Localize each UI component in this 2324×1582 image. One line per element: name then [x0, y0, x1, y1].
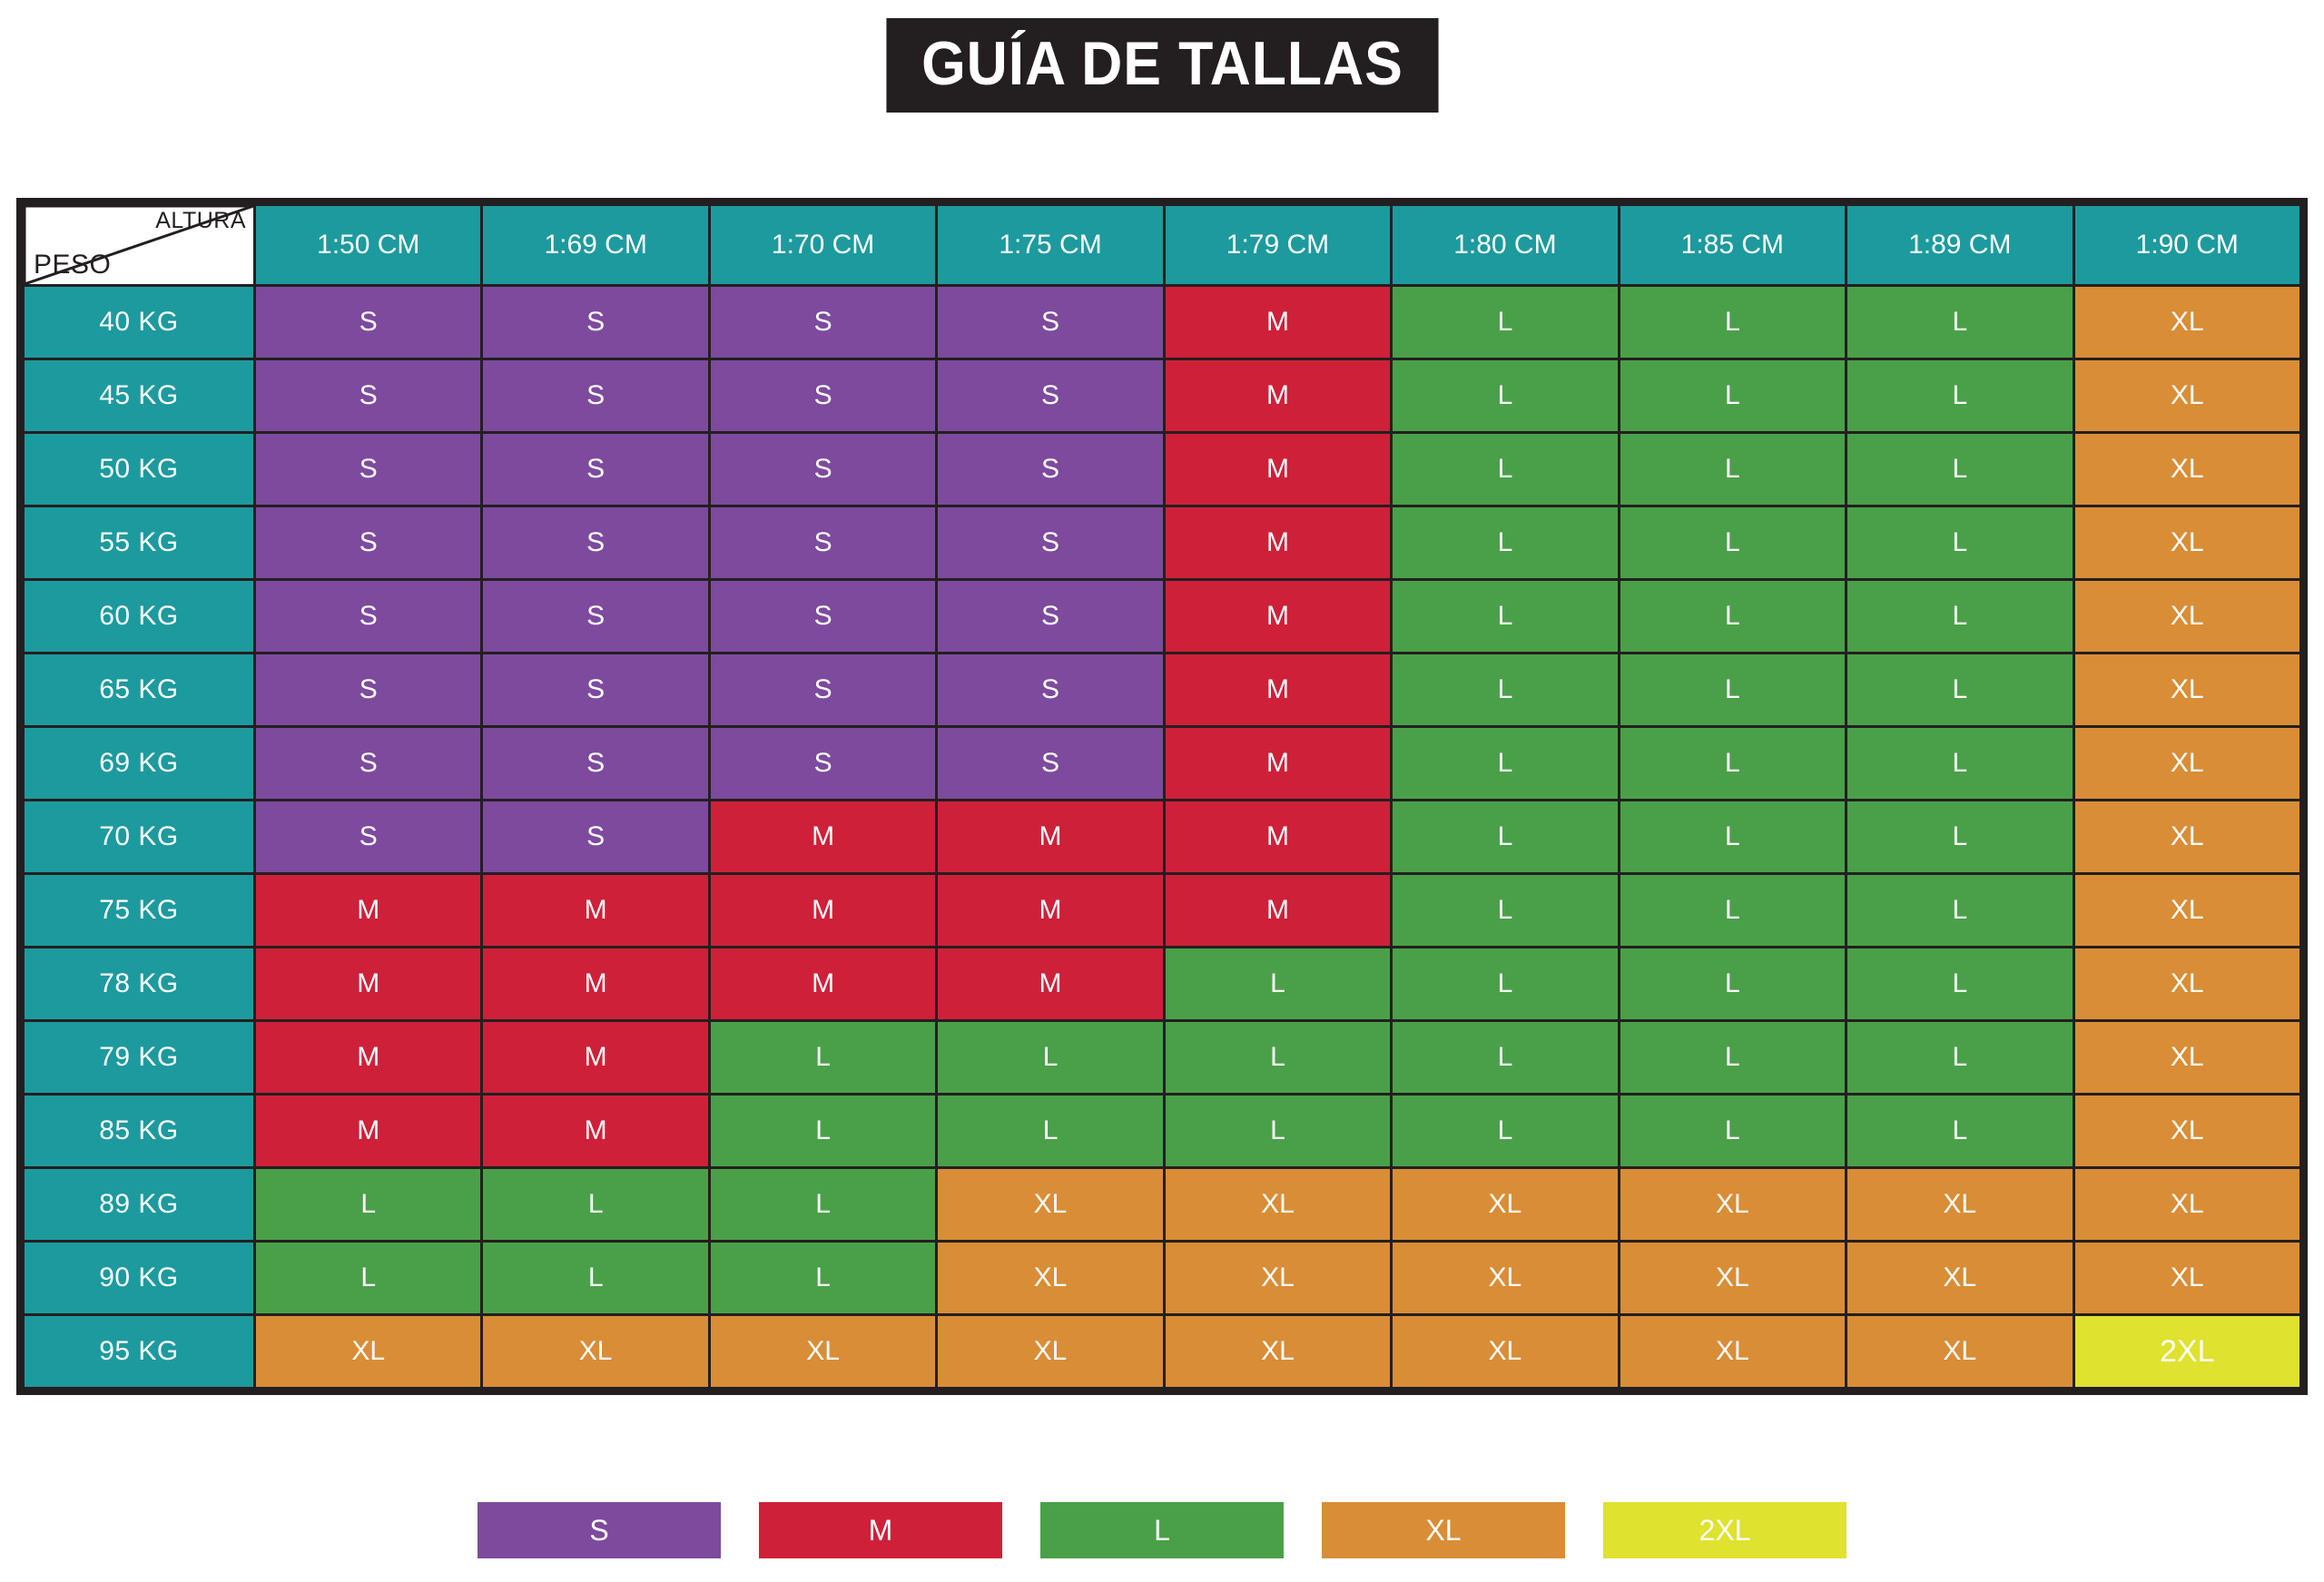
size-cell: XL [2075, 1243, 2300, 1313]
size-cell: M [1166, 434, 1390, 505]
size-cell: L [1847, 948, 2072, 1019]
size-cell: L [1847, 801, 2072, 872]
row-header: 60 KG [25, 581, 253, 652]
size-cell: XL [1847, 1169, 2072, 1240]
table-header [25, 206, 2299, 284]
size-cell: L [1847, 1022, 2072, 1093]
size-cell: L [1620, 1022, 1845, 1093]
size-cell: S [711, 434, 935, 505]
table-row [25, 728, 2299, 799]
row-header: 95 KG [25, 1316, 253, 1387]
table-row [25, 581, 2299, 652]
size-cell: L [938, 1022, 1162, 1093]
size-cell: L [1166, 948, 1390, 1019]
table-row [25, 801, 2299, 872]
size-table [22, 203, 2302, 1390]
size-cell: S [711, 360, 935, 431]
size-cell: L [256, 1243, 480, 1313]
table-row [25, 1022, 2299, 1093]
size-cell: S [711, 728, 935, 799]
size-cell: M [483, 1096, 707, 1166]
size-cell: L [1620, 360, 1845, 431]
size-cell: L [1393, 287, 1617, 358]
size-cell: XL [2075, 728, 2300, 799]
size-cell: L [1847, 581, 2072, 652]
size-cell: L [1847, 728, 2072, 799]
column-header: 1:75 CM [938, 206, 1162, 284]
size-cell: S [483, 287, 707, 358]
size-cell: S [711, 581, 935, 652]
column-header: 1:90 CM [2075, 206, 2300, 284]
size-cell: L [1393, 801, 1617, 872]
size-cell: M [256, 948, 480, 1019]
row-header: 79 KG [25, 1022, 253, 1093]
size-cell: L [1620, 1096, 1845, 1166]
size-cell: L [1620, 948, 1845, 1019]
table-row [25, 948, 2299, 1019]
size-cell: S [938, 507, 1162, 578]
size-cell: XL [2075, 434, 2300, 505]
size-cell: XL [2075, 287, 2300, 358]
table-row [25, 654, 2299, 725]
column-header: 1:70 CM [711, 206, 935, 284]
size-cell: M [1166, 801, 1390, 872]
size-cell: XL [2075, 507, 2300, 578]
row-header: 75 KG [25, 875, 253, 946]
size-cell: L [1620, 654, 1845, 725]
size-cell: M [1166, 360, 1390, 431]
size-cell: XL [938, 1243, 1162, 1313]
size-cell: L [1847, 507, 2072, 578]
legend-item: S [478, 1502, 721, 1558]
size-table-frame [16, 198, 2308, 1395]
size-cell: XL [2075, 801, 2300, 872]
legend-item: XL [1322, 1502, 1565, 1558]
size-cell: L [711, 1243, 935, 1313]
size-cell: XL [1620, 1169, 1845, 1240]
header-row [25, 206, 2299, 284]
size-cell: L [938, 1096, 1162, 1166]
size-cell: L [1393, 507, 1617, 578]
size-cell: M [483, 1022, 707, 1093]
row-header: 65 KG [25, 654, 253, 725]
legend-item: M [759, 1502, 1002, 1558]
size-cell: L [1847, 434, 2072, 505]
size-cell: L [1847, 287, 2072, 358]
size-cell: XL [1393, 1316, 1617, 1387]
row-header: 50 KG [25, 434, 253, 505]
size-cell: XL [1166, 1243, 1390, 1313]
size-cell: M [938, 801, 1162, 872]
size-cell: S [256, 654, 480, 725]
size-cell: L [1393, 948, 1617, 1019]
size-cell: S [483, 801, 707, 872]
column-header: 1:50 CM [256, 206, 480, 284]
size-cell: S [711, 654, 935, 725]
size-cell: XL [711, 1316, 935, 1387]
axis-label-altura: ALTURA [155, 208, 246, 233]
row-header: 78 KG [25, 948, 253, 1019]
page-title: GUÍA DE TALLAS [886, 18, 1438, 113]
size-cell: S [256, 434, 480, 505]
column-header: 1:69 CM [483, 206, 707, 284]
size-cell: XL [1847, 1243, 2072, 1313]
size-cell: M [256, 1096, 480, 1166]
size-cell: S [938, 434, 1162, 505]
table-body [25, 287, 2299, 1387]
size-cell: S [256, 287, 480, 358]
table-row [25, 875, 2299, 946]
row-header: 90 KG [25, 1243, 253, 1313]
size-cell: S [483, 654, 707, 725]
row-header: 45 KG [25, 360, 253, 431]
size-cell: S [256, 801, 480, 872]
size-cell: S [483, 360, 707, 431]
size-cell: S [483, 581, 707, 652]
size-cell: S [483, 507, 707, 578]
size-cell: L [1620, 875, 1845, 946]
size-cell: S [938, 654, 1162, 725]
size-cell: M [483, 948, 707, 1019]
size-cell: M [1166, 287, 1390, 358]
size-cell: S [938, 360, 1162, 431]
legend [0, 1502, 2324, 1558]
size-cell: M [1166, 728, 1390, 799]
size-cell: XL [256, 1316, 480, 1387]
size-cell: L [1620, 434, 1845, 505]
size-cell: M [256, 875, 480, 946]
size-cell: XL [1620, 1316, 1845, 1387]
size-cell: L [1847, 1096, 2072, 1166]
size-cell: L [711, 1096, 935, 1166]
size-cell: XL [2075, 1169, 2300, 1240]
size-cell: S [256, 507, 480, 578]
size-cell: M [483, 875, 707, 946]
size-cell: L [1847, 360, 2072, 431]
size-cell: L [1620, 507, 1845, 578]
size-cell: L [1393, 434, 1617, 505]
size-cell: L [1620, 801, 1845, 872]
table-row [25, 507, 2299, 578]
size-cell: L [1393, 875, 1617, 946]
size-cell: L [711, 1169, 935, 1240]
row-header: 85 KG [25, 1096, 253, 1166]
table-row [25, 1316, 2299, 1387]
axis-label-peso: PESO [34, 250, 112, 280]
size-cell: M [938, 948, 1162, 1019]
row-header: 70 KG [25, 801, 253, 872]
size-cell: 2XL [2075, 1316, 2300, 1387]
size-cell: M [1166, 875, 1390, 946]
legend-item: 2XL [1603, 1502, 1846, 1558]
legend-item: L [1040, 1502, 1284, 1558]
size-cell: L [1393, 1022, 1617, 1093]
size-cell: XL [2075, 1022, 2300, 1093]
size-cell: XL [1166, 1169, 1390, 1240]
table-row [25, 1096, 2299, 1166]
size-cell: XL [2075, 1096, 2300, 1166]
size-cell: XL [2075, 360, 2300, 431]
table-row [25, 1169, 2299, 1240]
size-cell: L [711, 1022, 935, 1093]
table-row [25, 1243, 2299, 1313]
size-cell: L [1393, 1096, 1617, 1166]
title-container [0, 18, 2324, 113]
size-cell: M [711, 948, 935, 1019]
size-cell: XL [2075, 948, 2300, 1019]
size-cell: S [938, 581, 1162, 652]
size-cell: L [1393, 360, 1617, 431]
table-row [25, 287, 2299, 358]
size-cell: L [256, 1169, 480, 1240]
size-cell: L [483, 1169, 707, 1240]
size-cell: S [483, 728, 707, 799]
size-cell: L [1620, 728, 1845, 799]
row-header: 55 KG [25, 507, 253, 578]
size-cell: M [711, 875, 935, 946]
size-cell: XL [1393, 1169, 1617, 1240]
size-cell: L [1847, 654, 2072, 725]
column-header: 1:80 CM [1393, 206, 1617, 284]
size-cell: M [938, 875, 1162, 946]
size-cell: S [938, 287, 1162, 358]
size-cell: XL [1166, 1316, 1390, 1387]
column-header: 1:89 CM [1847, 206, 2072, 284]
size-cell: S [256, 360, 480, 431]
axis-corner-cell [25, 206, 253, 284]
size-cell: M [1166, 507, 1390, 578]
size-cell: S [938, 728, 1162, 799]
row-header: 69 KG [25, 728, 253, 799]
size-cell: M [1166, 654, 1390, 725]
size-cell: M [256, 1022, 480, 1093]
size-cell: XL [1620, 1243, 1845, 1313]
table-row [25, 434, 2299, 505]
size-cell: L [1620, 287, 1845, 358]
size-cell: L [483, 1243, 707, 1313]
size-cell: XL [1847, 1316, 2072, 1387]
size-cell: L [1393, 654, 1617, 725]
size-cell: L [1847, 875, 2072, 946]
size-cell: S [711, 507, 935, 578]
size-cell: XL [938, 1316, 1162, 1387]
size-cell: S [483, 434, 707, 505]
size-cell: XL [2075, 654, 2300, 725]
row-header: 40 KG [25, 287, 253, 358]
size-cell: S [711, 287, 935, 358]
size-cell: L [1393, 581, 1617, 652]
column-header: 1:85 CM [1620, 206, 1845, 284]
size-cell: XL [2075, 581, 2300, 652]
size-cell: XL [1393, 1243, 1617, 1313]
size-cell: L [1393, 728, 1617, 799]
size-cell: S [256, 728, 480, 799]
size-cell: L [1166, 1096, 1390, 1166]
size-cell: L [1620, 581, 1845, 652]
size-cell: XL [2075, 875, 2300, 946]
size-cell: M [711, 801, 935, 872]
size-cell: S [256, 581, 480, 652]
size-cell: M [1166, 581, 1390, 652]
row-header: 89 KG [25, 1169, 253, 1240]
table-row [25, 360, 2299, 431]
size-cell: XL [938, 1169, 1162, 1240]
column-header: 1:79 CM [1166, 206, 1390, 284]
size-cell: XL [483, 1316, 707, 1387]
size-cell: L [1166, 1022, 1390, 1093]
